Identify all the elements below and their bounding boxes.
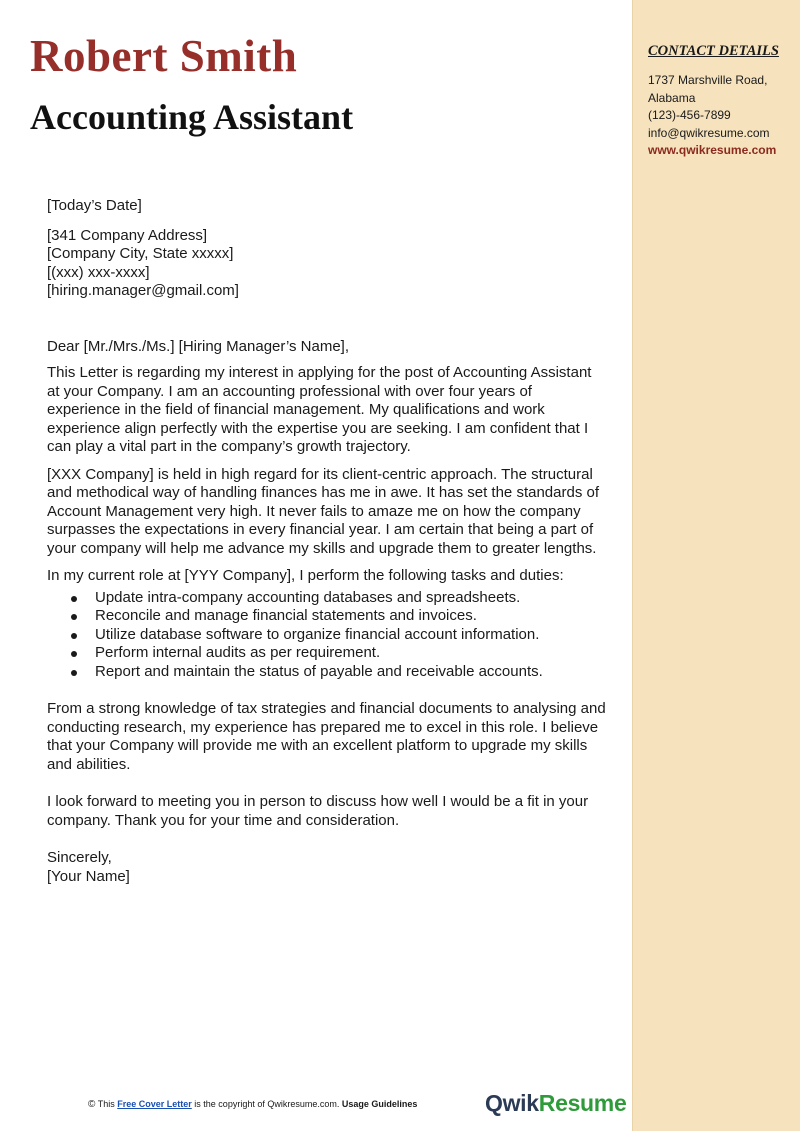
usage-guidelines-link[interactable]: Usage Guidelines [341, 1099, 418, 1109]
duty-item [47, 644, 607, 663]
logo-part-qwik: Qwik [485, 1090, 539, 1116]
logo-part-resume: Resume [538, 1090, 627, 1116]
duty-item [47, 626, 607, 645]
paragraph-intro: This Letter is regarding my interest in applying for the post of Accounting Assistant at your Company. I am an accounting professional with over four years of experience in the field of financial management. My qualifications and work experience align perfectly with the expertise you are seeking. I am confident that I can play a vital part in the company’s growth trajectory. [47, 364, 592, 455]
contact-heading: CONTACT DETAILS [648, 43, 779, 59]
footer-middle-text: is the copyright of Qwikresume.com. [194, 1099, 340, 1109]
bullet-icon [71, 633, 77, 639]
bullet-icon [71, 670, 77, 676]
contact-phone: (123)-456-7899 [648, 108, 731, 122]
duty-text: Perform internal audits as per requirement. [95, 644, 381, 661]
letter-date: [Today’s Date] [47, 197, 142, 214]
recipient-address-line: [Company City, State xxxxx] [47, 245, 234, 262]
duty-text: Update intra-company accounting databases and spreadsheets. [95, 588, 521, 606]
duty-text: Utilize database software to organize financial account information. [95, 625, 540, 643]
contact-sidebar [632, 0, 800, 1131]
contact-website-link[interactable]: www.qwikresume.com [648, 143, 777, 157]
footer-prefix: This [97, 1099, 115, 1109]
bullet-icon [71, 596, 77, 602]
signature-name: [Your Name] [47, 867, 130, 885]
duties-list [47, 589, 607, 682]
bullet-icon [71, 614, 77, 620]
recipient-address-line: [(xxx) xxx-xxxx] [47, 263, 150, 281]
duty-item [47, 607, 607, 626]
duty-item [47, 589, 607, 608]
salutation: Dear [Mr./Mrs./Ms.] [Hiring Manager’s Name], [47, 337, 350, 355]
contact-address-line1: 1737 Marshville Road, [648, 73, 768, 87]
free-cover-letter-link[interactable]: Free Cover Letter [117, 1099, 192, 1109]
contact-address-line2: Alabama [648, 90, 696, 105]
contact-email: info@qwikresume.com [648, 125, 770, 140]
qwikresume-logo[interactable] [485, 1090, 626, 1117]
bullet-icon [71, 651, 77, 657]
contact-details [648, 72, 798, 160]
closing-phrase: Sincerely, [47, 849, 112, 866]
duty-item [47, 663, 607, 682]
duties-intro: In my current role at [YYY Company], I perform the following tasks and duties: [47, 567, 564, 584]
letter-body [47, 197, 607, 886]
job-title: Accounting Assistant [30, 97, 354, 137]
duty-text: Reconcile and manage financial statements and invoices. [95, 607, 477, 624]
duty-text: Report and maintain the status of payable and receivable accounts. [95, 662, 543, 680]
recipient-address-block [47, 227, 607, 301]
paragraph-closing: I look forward to meeting you in person to discuss how well I would be a fit in your company. Thank you for your time and consideration. [47, 793, 589, 829]
paragraph-company: [XXX Company] is held in high regard for its client-centric approach. The structural and methodical way of handling finances has me in awe. It has set the standards of Account Management very high. It never fails to amaze me on how the company surpasses the expectations in every financial year. I am certain that being a part of your company will help me advance my skills and upgrade them to greater lengths. [47, 465, 599, 557]
copyright-icon: © [88, 1099, 96, 1110]
applicant-name: Robert Smith [30, 31, 298, 81]
recipient-address-line: [341 Company Address] [47, 226, 208, 244]
footer-copyright [88, 1099, 417, 1110]
paragraph-experience: From a strong knowledge of tax strategies and financial documents to analysing and conducting research, my experience has prepared me to excel in this role. I believe that your Company will provide me with an excellent platform to upgrade my skills and abilities. [47, 700, 606, 773]
recipient-address-line: [hiring.manager@gmail.com] [47, 282, 239, 299]
